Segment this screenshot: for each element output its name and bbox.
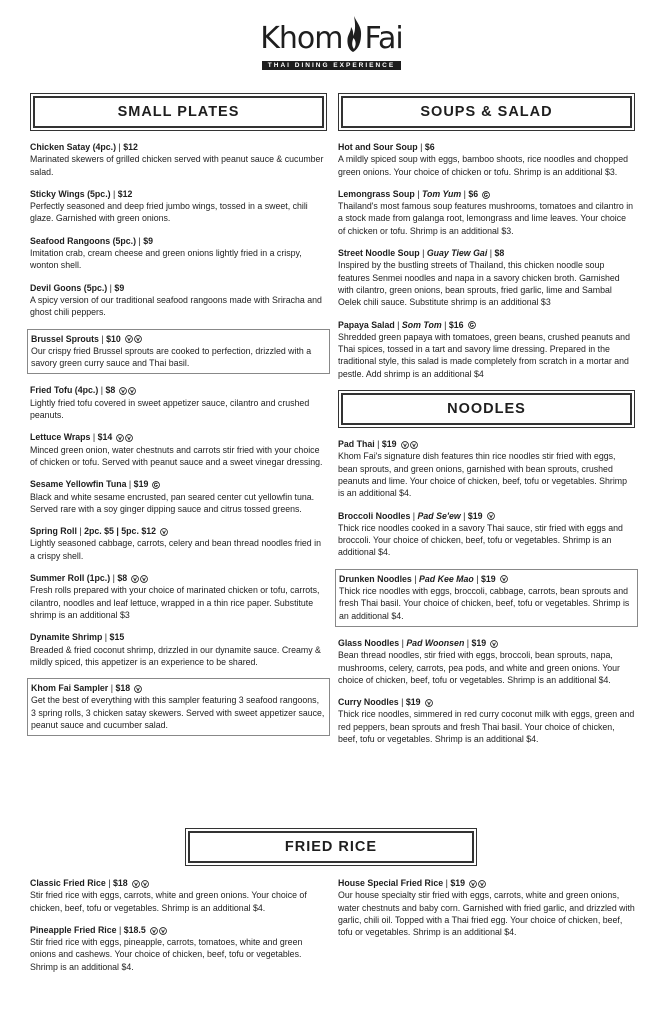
menu-item-name: Summer Roll (1pc.): [30, 573, 111, 584]
separator: |: [441, 319, 449, 330]
menu-item: [338, 510, 635, 559]
menu-item-name: Fried Tofu (4pc.): [30, 385, 99, 396]
menu-item-price: $9: [114, 282, 125, 293]
separator: |: [460, 510, 468, 521]
menu-item-name: Brussel Sprouts: [31, 333, 99, 344]
noodles-header: [338, 390, 635, 428]
menu-item-price: $18: [115, 683, 131, 694]
menu-item: [30, 478, 327, 515]
menu-item: [338, 696, 635, 745]
menu-item: [30, 384, 327, 421]
fried-rice-right-list: [338, 877, 635, 938]
menu-item-description: Perfectly seasoned and deep fried jumbo wings, tossed in a sweet, chili glaze. Garnished with green onions.: [30, 201, 308, 224]
vegetarian-icon: [125, 434, 133, 442]
menu-item-description: Our crispy fried Brussel sprouts are cooked to perfection, drizzled with a savory green curry sauce and Thai basil.: [31, 345, 312, 369]
menu-item-title: [338, 247, 635, 259]
vegetarian-icon: [116, 434, 124, 442]
menu-item-title: [338, 696, 635, 708]
menu-item-price: $6: [468, 188, 479, 199]
vegetarian-icon: [140, 575, 148, 583]
flame-icon: [344, 14, 364, 54]
vegetarian-icon: [500, 575, 508, 583]
menu-item-price: $19: [471, 637, 487, 648]
vegetarian-icon: [131, 575, 139, 583]
small-plates-header: [30, 93, 327, 131]
fried-rice-header: [185, 828, 477, 866]
dietary-icons: [487, 512, 495, 520]
gluten-free-icon: [468, 321, 476, 329]
menu-item-price: $16: [448, 319, 464, 330]
menu-item-description: Thailand's most famous soup features mushrooms, tomatoes and cilantro in a stock made from galanga root, lemongrass and lime leaves. Your choice of chicken or tofu. Shrimp is an additional $3.: [338, 201, 634, 236]
menu-item-title: [30, 188, 327, 200]
dietary-icons: [119, 387, 136, 395]
separator: |: [136, 235, 144, 246]
dietary-icons: [152, 481, 160, 489]
vegetarian-icon: [132, 880, 140, 888]
menu-item: [338, 319, 635, 380]
vegetarian-icon: [159, 927, 167, 935]
menu-item-name: Drunken Noodles: [339, 573, 412, 584]
menu-item-title: [30, 235, 327, 247]
vegetarian-icon: [410, 441, 418, 449]
menu-item-name: Lettuce Wraps: [30, 432, 91, 443]
noodles-list: [338, 438, 635, 745]
menu-item-name: Seafood Rangoons (5pc.): [30, 235, 137, 246]
logo: [0, 14, 663, 72]
menu-item: [30, 141, 327, 178]
dietary-icons: [134, 685, 142, 693]
menu-item-name: Street Noodle Soup: [338, 248, 420, 259]
menu-item-price: $12: [117, 188, 133, 199]
menu-item-title: [338, 438, 635, 450]
menu-item-description: Minced green onion, water chestnuts and carrots stir fried with your choice of chicken or tofu. Served with peanut sauce and a sweet vinegar dressing.: [30, 444, 323, 467]
menu-item-description: A mildly spiced soup with eggs, bamboo shoots, rice noodles and chopped green onions. Your choice of chicken or tofu. Shrimp is an additional $3.: [338, 154, 628, 177]
menu-item-name: Glass Noodles: [338, 637, 400, 648]
menu-item-price: $18: [112, 878, 128, 888]
separator: |: [399, 637, 407, 648]
dietary-icons: [425, 699, 433, 707]
menu-item-title: [30, 631, 327, 643]
menu-item: [338, 247, 635, 308]
menu-item-title: [338, 141, 635, 153]
separator: |: [105, 878, 113, 888]
menu-item-name: Pad Thai: [338, 439, 375, 450]
vegetarian-icon: [150, 927, 158, 935]
menu-item-price: $10: [106, 333, 121, 344]
small-plates-title: SMALL PLATES: [33, 96, 324, 128]
menu-item: [30, 525, 327, 562]
menu-item-name: Sticky Wings (5pc.): [30, 188, 111, 199]
menu-item: [338, 877, 635, 938]
dietary-icons: [482, 191, 490, 199]
menu-item: [27, 329, 330, 375]
menu-item-price: $6: [424, 142, 435, 152]
separator: |: [98, 333, 107, 344]
gluten-free-icon: [152, 481, 160, 489]
menu-item-title: [30, 384, 327, 396]
menu-item-name: Khom Fai Sampler: [31, 683, 109, 694]
separator: |: [473, 573, 481, 584]
fried-rice-title: FRIED RICE: [188, 831, 474, 863]
fried-rice-left-list: [30, 877, 327, 973]
menu-item: [30, 924, 327, 973]
vegetarian-icon: [119, 387, 127, 395]
menu-item-description: Inspired by the bustling streets of Thailand, this chicken noodle soup features Senmei noodles and napa in a savory chicken broth. Garnished with cilantro, green onions, bean sprouts, fried garlic, lime and Sambal Oelek chili sauce. Substitute shrimp is an additional $3: [338, 260, 620, 308]
separator: |: [90, 432, 98, 443]
separator: |: [98, 385, 106, 396]
vegetarian-icon: [141, 880, 149, 888]
menu-item-thai-name: Guay Tiew Gai: [426, 248, 488, 259]
menu-item: [338, 188, 635, 237]
menu-item: [30, 877, 327, 914]
logo-wordmark: [260, 14, 403, 54]
menu-item: [338, 141, 635, 178]
menu-item-title: [30, 431, 327, 443]
menu-item: [30, 235, 327, 272]
menu-item-description: Thick rice noodles with eggs, broccoli, cabbage, carrots, bean sprouts and fresh Thai basil. Your choice of chicken, beef, tofu or vegetables. Shrimp is an additional $4.: [339, 586, 630, 621]
menu-item-name: Spring Roll: [30, 526, 77, 537]
menu-item-description: Bean thread noodles, stir fried with eggs, broccoli, bean sprouts, napa, mushrooms, celery, carrots, pea pods, and white and green onions. Your choice of chicken, beef, tofu or vegetables. Shrimp is an additional $4.: [338, 650, 620, 685]
separator: |: [398, 697, 406, 708]
separator: |: [116, 924, 124, 935]
menu-item: [27, 678, 330, 736]
menu-item-description: Breaded & fried coconut shrimp, drizzled in our dynamite sauce. Creamy & mildly spiced, this appetizer is an experience to be shared.: [30, 644, 321, 667]
vegetarian-icon: [478, 880, 486, 888]
separator: |: [126, 479, 134, 490]
menu-item-name: Lemongrass Soup: [338, 188, 415, 199]
dietary-icons: [150, 927, 167, 935]
menu-item-description: A spicy version of our traditional seafood rangoons made with Sriracha and ghost chili peppers.: [30, 294, 322, 318]
menu-item-name: Devil Goons (5pc.): [30, 282, 108, 293]
menu-item-description: Stir fried rice with eggs, carrots, white and green onions. Your choice of chicken, beef, tofu or vegetables. Shrimp is an additional $4.: [30, 890, 307, 913]
separator: |: [116, 142, 124, 152]
menu-item-description: Fresh rolls prepared with your choice of marinated chicken or tofu, carrots, cilantro, noodles and leaf lettuce, wrapped in a thin rice paper. Substitute shrimp is an additional $3: [30, 585, 320, 620]
menu-item: [30, 572, 327, 621]
dietary-icons: [160, 528, 168, 536]
menu-item-title: [30, 924, 327, 936]
small-plates-column: [30, 93, 327, 746]
menu-item-price: $8: [494, 248, 505, 259]
menu-item-title: [338, 188, 635, 200]
menu-item-description: Stir fried rice with eggs, pineapple, carrots, tomatoes, white and green onions and cashews. Your choice of chicken, beef, tofu or vegetables. Shrimp is an additional $4.: [30, 937, 303, 972]
separator: |: [110, 573, 118, 584]
menu-item: [338, 438, 635, 499]
separator: |: [443, 878, 451, 888]
noodles-title: NOODLES: [341, 393, 632, 425]
right-column: [338, 93, 635, 755]
menu-item-name: Papaya Salad: [338, 319, 395, 330]
separator: |: [102, 632, 110, 643]
menu-item-price: $8: [117, 573, 128, 584]
separator: |: [487, 248, 495, 259]
soups-title: SOUPS & SALAD: [341, 96, 632, 128]
menu-item-price: $8: [105, 385, 116, 396]
menu-item-thai-name: Pad Woonsen: [406, 637, 465, 648]
dietary-icons: [131, 575, 148, 583]
menu-item-description: Marinated skewers of grilled chicken served with peanut sauce & cucumber salad.: [30, 154, 324, 177]
menu-item-description: Black and white sesame encrusted, pan seared center cut yellowfin tuna. Served rare with a soy ginger dipping sauce and citrus tossed greens.: [30, 491, 315, 514]
menu-item-description: Shredded green papaya with tomatoes, green beans, crushed peanuts and Thai spices, tossed in a tart and savory lime dressing. Prepared in the traditional style, this salad is made completely from scratch in a mortar and pestle. Add shrimp is an additional $4: [338, 331, 630, 379]
vegetarian-icon: [125, 335, 133, 343]
menu-item-price: $19: [467, 510, 483, 521]
menu-item-name: Dynamite Shrimp: [30, 632, 103, 643]
menu-item-price: $19: [450, 878, 465, 888]
menu-item-title: [30, 572, 327, 584]
separator: |: [108, 683, 116, 694]
menu-item-thai-name: Tom Yum: [421, 188, 462, 199]
fried-rice-left-column: [30, 877, 327, 983]
menu-item-price: $18.5: [123, 924, 146, 935]
logo-text-left: Khom: [260, 21, 343, 56]
menu-item-title: [30, 282, 327, 294]
logo-text-right: Fai: [364, 21, 403, 56]
menu-item-price: $19: [405, 697, 421, 708]
separator: |: [419, 248, 427, 259]
menu-item-description: Our house specialty stir fried with eggs, carrots, white and green onions, water chestnuts and baby corn. Garnished with fried garlic, and drizzled with garlic, chili oil. Topped with a Thai fried egg. Your choice of chicken, beef, tofu or vegetables. Shrimp is an additional $4.: [338, 890, 635, 938]
menu-item-title: [30, 141, 327, 153]
dietary-icons: [116, 434, 133, 442]
menu-item: [338, 637, 635, 686]
vegetarian-icon: [487, 512, 495, 520]
menu-item-title: [338, 637, 635, 649]
separator: |: [76, 526, 85, 537]
menu-item-price: $12: [123, 142, 138, 152]
dietary-icons: [125, 335, 142, 343]
menu-item-description: Imitation crab, cream cheese and green onions lightly fried in a crispy, wonton shell.: [30, 248, 302, 271]
menu-item-description: Thick rice noodles cooked in a savory Thai sauce, stir fried with eggs and broccoli. Your choice of chicken, beef, tofu or vegetables. Shrimp is an additional $4.: [338, 522, 623, 558]
separator: |: [414, 188, 422, 199]
soups-list: [338, 141, 635, 380]
menu-item: [30, 282, 327, 319]
separator: |: [394, 319, 402, 330]
separator: |: [464, 637, 472, 648]
separator: |: [410, 510, 418, 521]
dietary-icons: [132, 880, 149, 888]
menu-item: [30, 631, 327, 668]
menu-item-description: Thick rice noodles, simmered in red curry coconut milk with eggs, green and red peppers, bean sprouts and fresh Thai basil. Your choice of chicken, beef, tofu or vegetables. Shrimp is an additional $4.: [338, 709, 635, 744]
menu-item-name: Curry Noodles: [338, 697, 399, 708]
menu-item-price: $9: [143, 235, 154, 246]
menu-item-title: [30, 877, 327, 889]
menu-item-price: $19: [133, 479, 149, 490]
menu-item-title: [30, 525, 327, 537]
menu-item-title: [30, 478, 327, 490]
vegetarian-icon: [490, 640, 498, 648]
menu-item-title: [31, 333, 326, 345]
menu-item-name: Sesame Yellowfin Tuna: [30, 479, 127, 490]
menu-item-description: Lightly seasoned cabbage, carrots, celery and bean thread noodles fried in a crispy shell.: [30, 538, 321, 561]
menu-item-price: $15: [109, 632, 125, 643]
menu-item: [335, 569, 638, 627]
menu-item-title: [338, 319, 635, 331]
menu-item-price: $19: [480, 573, 496, 584]
dietary-icons: [468, 321, 476, 329]
menu-item-title: [338, 510, 635, 522]
separator: |: [107, 282, 115, 293]
vegetarian-icon: [128, 387, 136, 395]
gluten-free-icon: [482, 191, 490, 199]
menu-item-price: 2pc. $5 | 5pc. $12: [84, 526, 157, 537]
menu-item-name: Hot and Sour Soup: [338, 142, 418, 152]
menu-item-name: Broccoli Noodles: [338, 510, 411, 521]
separator: |: [411, 573, 420, 584]
menu-item-thai-name: Som Tom: [401, 319, 442, 330]
vegetarian-icon: [134, 335, 142, 343]
menu-item: [30, 431, 327, 468]
soups-header: [338, 93, 635, 131]
dietary-icons: [500, 575, 508, 583]
menu-item-description: Khom Fai's signature dish features thin rice noodles stir fried with eggs, bean sprouts, and green onions, garnished with bean sprouts, crushed peanuts and lime. Your choice of chicken, beef, tofu or vegetables. Shrimp is an additional $4.: [338, 451, 628, 499]
menu-item-title: [338, 877, 635, 889]
logo-tagline: THAI DINING EXPERIENCE: [262, 61, 401, 70]
vegetarian-icon: [134, 685, 142, 693]
separator: |: [461, 188, 469, 199]
vegetarian-icon: [425, 699, 433, 707]
separator: |: [110, 188, 118, 199]
menu-item: [30, 188, 327, 225]
dietary-icons: [469, 880, 486, 888]
menu-item-name: Classic Fried Rice: [30, 878, 106, 888]
separator: |: [374, 439, 382, 450]
menu-item-price: $19: [381, 439, 397, 450]
menu-item-name: Chicken Satay (4pc.): [30, 142, 117, 152]
separator: |: [417, 142, 425, 152]
menu-item-description: Lightly fried tofu covered in sweet appetizer sauce, cilantro and crushed peanuts.: [30, 397, 310, 421]
menu-item-name: Pineapple Fried Rice: [30, 924, 117, 935]
dietary-icons: [401, 441, 418, 449]
vegetarian-icon: [160, 528, 168, 536]
menu-item-thai-name: Pad Kee Mao: [419, 573, 474, 584]
menu-item-title: [339, 573, 634, 585]
menu-item-title: [31, 682, 326, 694]
menu-item-description: Get the best of everything with this sampler featuring 3 seafood rangoons, 3 spring rolls, 3 chicken satay skewers. Served with sweet appetizer sauce, peanut sauce and cucumber salad.: [31, 695, 325, 730]
vegetarian-icon: [401, 441, 409, 449]
vegetarian-icon: [469, 880, 477, 888]
menu-item-price: $14: [97, 432, 113, 443]
small-plates-list: [30, 141, 327, 736]
fried-rice-right-column: [338, 877, 635, 948]
menu-item-name: House Special Fried Rice: [338, 878, 444, 888]
dietary-icons: [490, 640, 498, 648]
menu-item-thai-name: Pad Se'ew: [417, 510, 461, 521]
